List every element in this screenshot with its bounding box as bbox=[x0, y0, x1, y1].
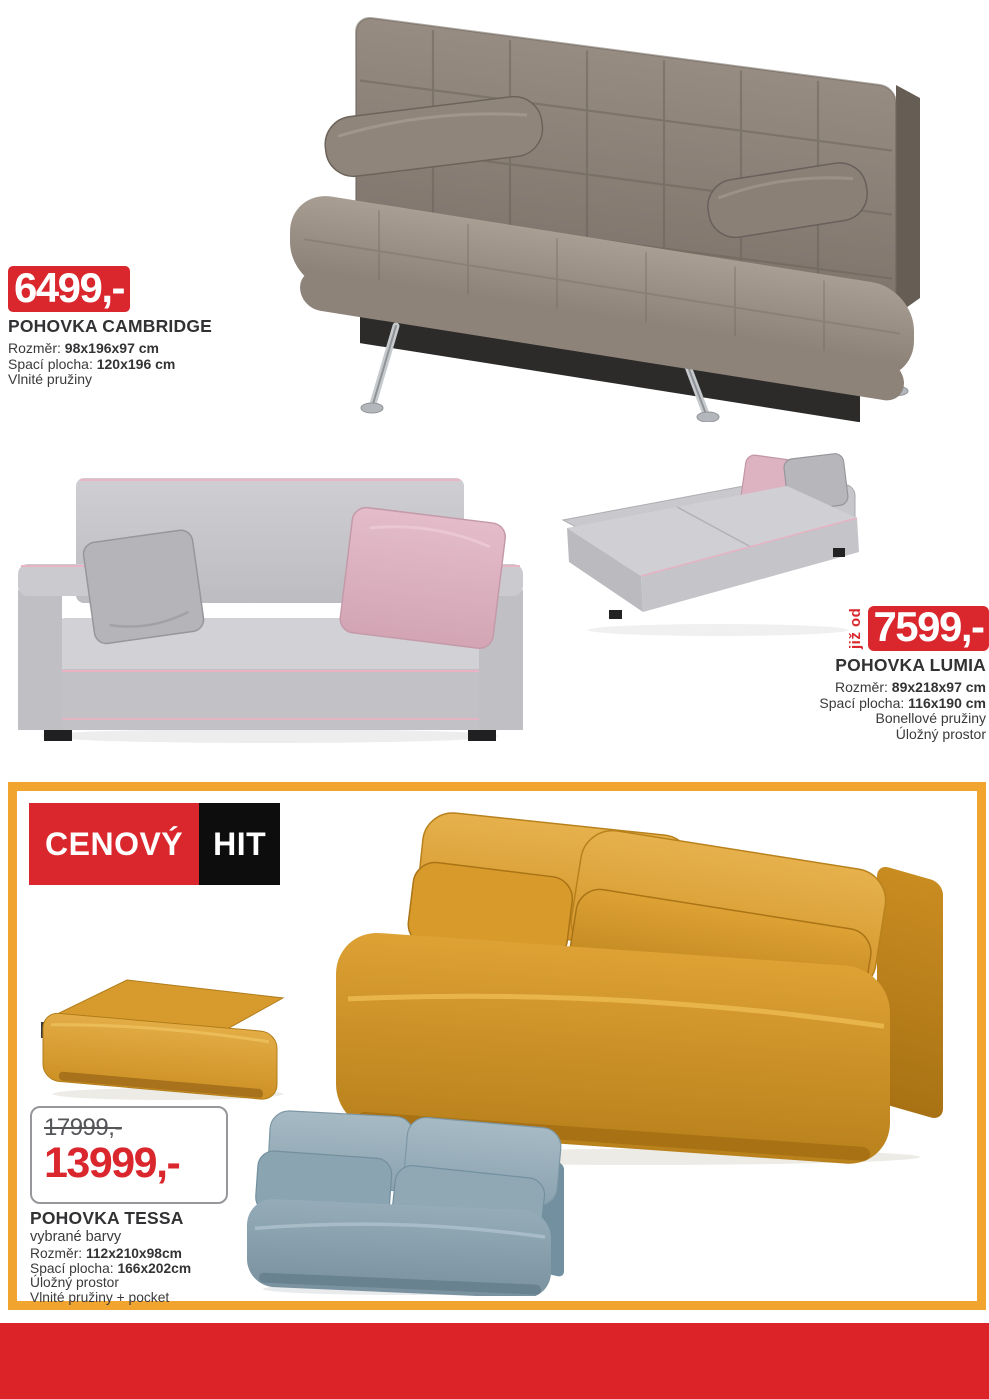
spec-value: 166x202cm bbox=[117, 1260, 192, 1276]
cambridge-sofa-image bbox=[276, 4, 958, 422]
lumia-product-name: POHOVKA LUMIA bbox=[835, 655, 986, 675]
spec-label: Spací plocha: bbox=[30, 1260, 118, 1276]
lumia-sofa-upright-image bbox=[18, 472, 523, 747]
spec-label: Rozměr: bbox=[8, 340, 65, 356]
cambridge-price-tag bbox=[8, 263, 130, 312]
spec-label: Úložný prostor bbox=[30, 1275, 119, 1291]
cambridge-specs bbox=[8, 341, 175, 388]
red-footer-band bbox=[0, 1323, 989, 1399]
spec-label: Bonellové pružiny bbox=[875, 710, 986, 727]
spec-value: 120x196 cm bbox=[96, 355, 176, 372]
spec-line bbox=[819, 696, 986, 712]
badge-cenovy-label: CENOVÝ bbox=[29, 803, 199, 885]
spec-line bbox=[8, 372, 175, 388]
badge-hit-label: HIT bbox=[199, 803, 280, 885]
spec-label: Spací plocha: bbox=[819, 694, 909, 711]
spec-label: Spací plocha: bbox=[8, 355, 97, 372]
spec-label: Vlnité pružiny bbox=[8, 371, 93, 388]
lumia-price: 7599,- bbox=[873, 603, 984, 650]
tessa-sofa-blue-image bbox=[243, 1108, 568, 1296]
spec-line bbox=[30, 1262, 191, 1277]
lumia-sofa-bed-image bbox=[553, 448, 875, 644]
spec-line bbox=[30, 1276, 191, 1291]
tessa-specs bbox=[30, 1247, 191, 1305]
spec-line bbox=[819, 711, 986, 727]
spec-line bbox=[8, 341, 175, 357]
spec-value: 116x190 cm bbox=[908, 694, 986, 711]
tessa-ottoman-folded-image bbox=[33, 970, 298, 1102]
spec-line bbox=[8, 357, 175, 373]
lumia-price-tag bbox=[868, 603, 989, 651]
spec-value: 89x218x97 cm bbox=[891, 679, 986, 695]
spec-line bbox=[819, 727, 986, 743]
tessa-price: 13999,- bbox=[44, 1139, 180, 1188]
spec-value: 112x210x98cm bbox=[85, 1246, 182, 1261]
spec-value: 98x196x97 cm bbox=[64, 340, 159, 356]
cambridge-product-name: POHOVKA CAMBRIDGE bbox=[8, 316, 213, 336]
lumia-price-prefix: již od bbox=[847, 607, 864, 650]
tessa-old-price: 17999,- bbox=[44, 1114, 122, 1141]
tessa-product-name: POHOVKA TESSA bbox=[30, 1208, 184, 1228]
spec-label: Rozměr: bbox=[835, 679, 892, 695]
spec-line bbox=[819, 680, 986, 696]
tessa-subtitle: vybrané barvy bbox=[30, 1229, 122, 1245]
cenovy-hit-badge bbox=[29, 803, 280, 885]
spec-line bbox=[30, 1247, 191, 1262]
spec-label: Úložný prostor bbox=[895, 725, 986, 742]
lumia-specs bbox=[819, 680, 986, 742]
spec-line bbox=[30, 1291, 191, 1306]
tessa-price-card bbox=[30, 1106, 228, 1204]
cambridge-price: 6499,- bbox=[13, 263, 125, 311]
spec-label: Vlnité pružiny + pocket bbox=[30, 1289, 170, 1305]
spec-label: Rozměr: bbox=[30, 1246, 86, 1261]
